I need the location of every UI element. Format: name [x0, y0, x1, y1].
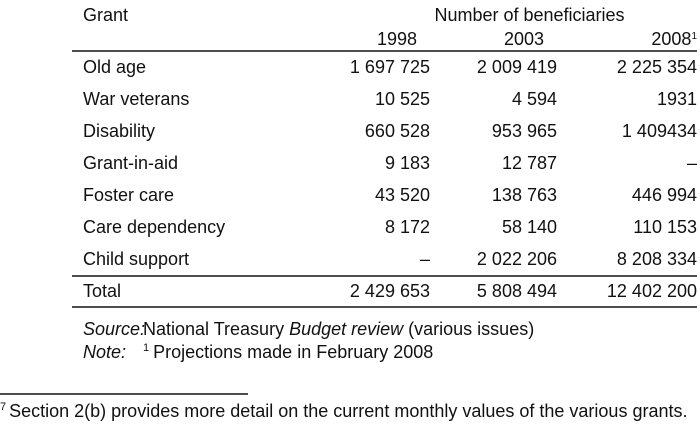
value-2003: 2 022 206: [476, 248, 557, 269]
value-1998: 9 183: [384, 153, 430, 174]
col-header-2008-footnote-marker: 1: [691, 30, 697, 42]
footnote-separator: [0, 393, 248, 395]
value-2008: 110 153: [633, 216, 697, 237]
col-header-grant: Grant: [83, 4, 129, 25]
value-1998: 8 172: [384, 216, 430, 237]
value-2008: 446 994: [631, 185, 697, 205]
value-2003: 4 594: [511, 89, 557, 110]
source-line: [83, 318, 697, 341]
total-1998: 2 429 653: [349, 281, 430, 302]
table-row-old-age: [72, 52, 697, 84]
value-1998: 10 525: [374, 89, 430, 110]
value-1998: 1 697 725: [349, 57, 430, 78]
row-label: Old age: [83, 57, 147, 78]
total-label: Total: [83, 281, 122, 302]
row-label: War veterans: [83, 89, 190, 110]
note-footnote-marker: 1: [143, 342, 150, 355]
source-publication: Budget review: [289, 319, 404, 340]
row-label: Care dependency: [83, 216, 226, 237]
value-2008: –: [686, 153, 697, 174]
col-header-2003: 2003: [503, 28, 544, 49]
col-header-beneficiaries-group: Number of beneficiaries: [434, 4, 625, 25]
value-1998: 43 520: [374, 185, 430, 205]
value-2003: 12 787: [501, 153, 557, 174]
value-2003: 138 763: [491, 185, 557, 205]
row-label: Grant-in-aid: [83, 153, 179, 174]
note-label: Note:: [83, 342, 127, 363]
table-row-foster-care: [72, 180, 697, 212]
table-notes: [72, 318, 697, 367]
source-text: National Treasury Budget review (various issues): [143, 319, 535, 340]
total-2003: 5 808 494: [476, 281, 557, 302]
beneficiaries-table: [72, 2, 697, 367]
value-2008: 2 225 354: [616, 57, 697, 78]
page-footnote: [0, 393, 700, 425]
col-header-1998: 1998: [376, 28, 417, 49]
row-label: Foster care: [83, 185, 175, 205]
table-row-disability: [72, 116, 697, 148]
value-2003: 953 965: [491, 121, 557, 142]
total-2008: 12 402 200: [606, 281, 697, 302]
value-2008: 1 409434: [621, 121, 697, 142]
table-header-row-years: [72, 28, 697, 50]
value-2008: 8 208 334: [616, 248, 697, 269]
col-header-2008: [557, 29, 697, 50]
value-2003: 2 009 419: [476, 57, 557, 78]
note-line: [83, 341, 697, 367]
table-header-row-group: [72, 2, 697, 28]
table-row-child-support: [72, 243, 697, 275]
table-row-total: [72, 275, 697, 308]
table-body: [72, 52, 697, 275]
note-text: $^1$ Projections made in February 2008: [143, 342, 434, 363]
value-2008: 1931: [656, 89, 697, 110]
value-1998: 660 528: [364, 121, 430, 142]
source-label: Source:: [83, 319, 146, 340]
table-row-grant-in-aid: [72, 148, 697, 180]
row-label: Child support: [83, 248, 190, 269]
table-row-care-dependency: [72, 211, 697, 243]
footnote-text: $^7$ Section 2(b) provides more detail on the current monthly values of the various grants.: [0, 401, 688, 421]
table-row-war-veterans: [72, 84, 697, 116]
value-2003: 58 140: [501, 216, 557, 237]
row-label: Disability: [83, 121, 156, 142]
footnote-marker: 7: [0, 401, 7, 413]
value-1998: –: [419, 248, 430, 269]
col-header-2008-year: 2008: [651, 28, 692, 49]
table-header: [72, 2, 697, 52]
